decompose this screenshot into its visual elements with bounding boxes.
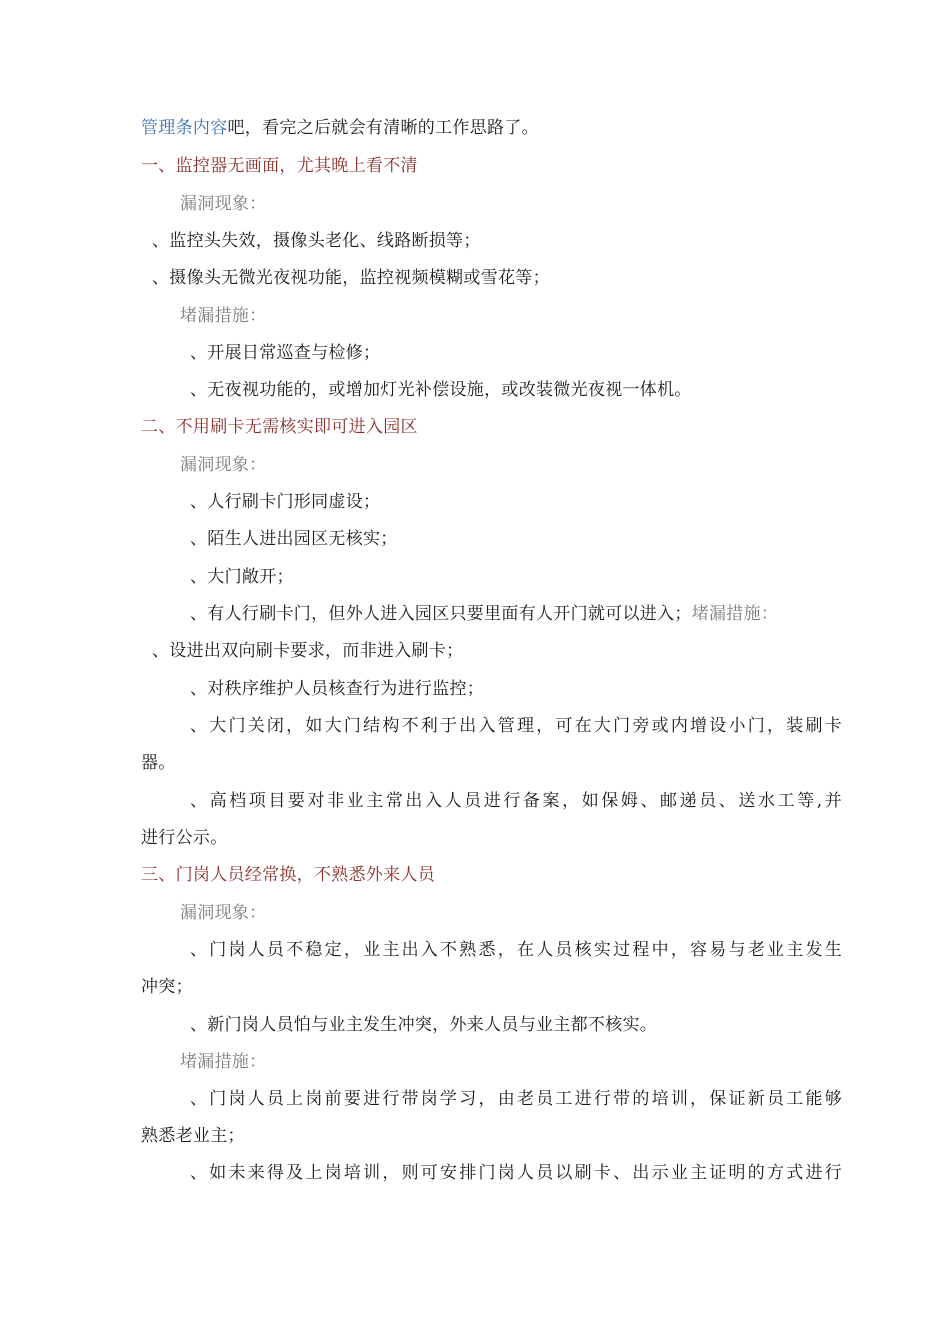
section-2-measure-item: 、对秩序维护人员核查行为进行监控； [190,679,485,699]
section-1-phenomenon-item: 、摄像头无微光夜视功能，监控视频模糊或雪花等； [152,268,550,288]
section-3-measure-item: 、门岗人员上岗前要进行带岗学习，由老员工进行带的培训，保证新员工能够 [190,1089,842,1109]
section-3-phenomenon-continuation: 冲突； [141,977,193,997]
section-2-phenomenon-label: 漏洞现象： [180,455,267,475]
section-2-measure-continuation: 器。 [141,753,176,773]
section-1-measure-item: 、开展日常巡查与检修； [190,343,381,363]
intro-text: 吧，看完之后就会有清晰的工作思路了。 [227,118,539,138]
section-2-measure-continuation: 进行公示。 [141,828,228,848]
section-1-phenomenon-label: 漏洞现象： [180,194,267,214]
section-1-measures-label: 堵漏措施： [180,306,267,326]
section-3-phenomenon-item: 、新门岗人员怕与业主发生冲突，外来人员与业主都不核实。 [190,1015,658,1035]
section-1-measure-item: 、无夜视功能的，或增加灯光补偿设施，或改装微光夜视一体机。 [190,380,692,400]
section-2-measures-label: 堵漏措施： [691,604,779,624]
section-2-heading: 二、不用刷卡无需核实即可进入园区 [141,417,418,437]
section-3-measures-label: 堵漏措施： [180,1052,267,1072]
section-1-heading: 一、监控器无画面，尤其晚上看不清 [141,156,418,176]
section-1-phenomenon-item: 、监控头失效，摄像头老化、线路断损等； [152,231,481,251]
section-2-phenomenon-item: 、人行刷卡门形同虚设； [190,492,381,512]
section-3-measure-item: 、如未来得及上岗培训，则可安排门岗人员以刷卡、出示业主证明的方式进行 [190,1163,842,1183]
section-2-phenomenon-item: 、陌生人进出园区无核实； [190,529,398,549]
section-2-phenomenon-item-with-label [190,602,778,626]
section-3-phenomenon-label: 漏洞现象： [180,903,267,923]
section-3-measure-continuation: 熟悉老业主； [141,1126,245,1146]
section-2-measure-item: 、设进出双向刷卡要求，而非进入刷卡； [152,641,464,661]
section-2-phenomenon-item: 、大门敞开； [190,567,294,587]
section-2-measure-item: 、高档项目要对非业主常出入人员进行备案，如保姆、邮递员、送水工等,并 [190,791,842,811]
section-2-measure-item: 、大门关闭，如大门结构不利于出入管理，可在大门旁或内增设小门，装刷卡 [190,716,842,736]
section-3-heading: 三、门岗人员经常换，不熟悉外来人员 [141,865,436,885]
intro-paragraph [141,116,539,140]
section-3-phenomenon-item: 、门岗人员不稳定，业主出入不熟悉，在人员核实过程中，容易与老业主发生 [190,940,842,960]
intro-link[interactable]: 管理条内容 [141,118,228,138]
section-2-phenomenon-item: 、有人行刷卡门，但外人进入园区只要里面有人开门就可以进入； [190,604,692,624]
